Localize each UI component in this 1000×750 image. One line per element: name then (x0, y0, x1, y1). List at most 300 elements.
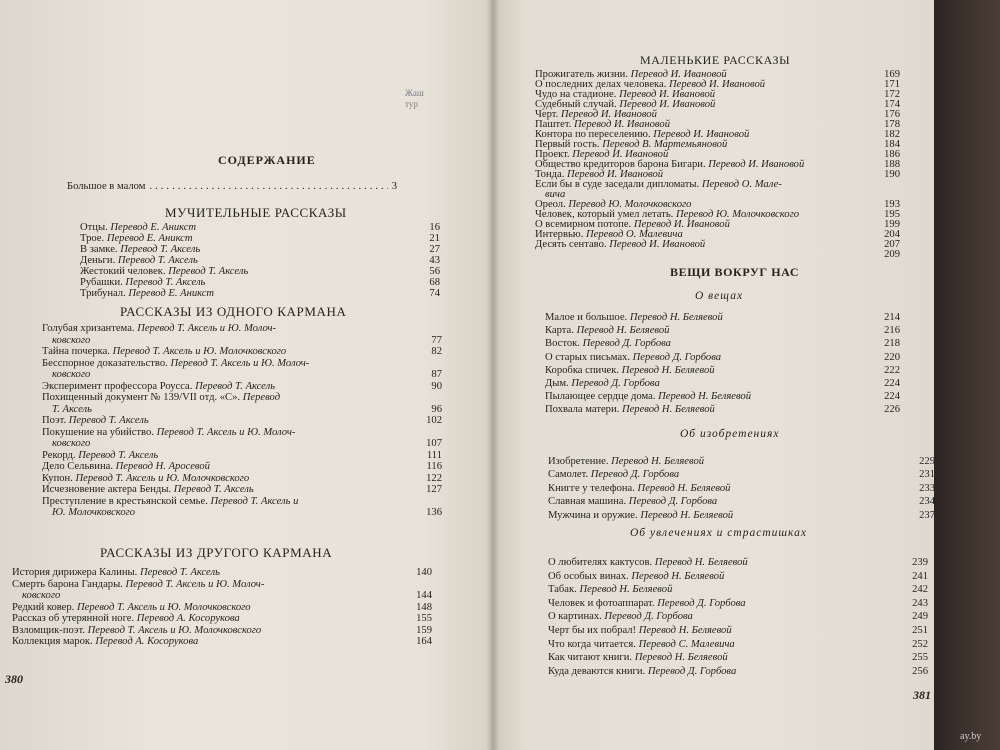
toc-entry-translator: Перевод Д. Горбова (628, 496, 718, 508)
toc-entry-title: Преступление в крестьянской семье. (42, 495, 208, 507)
toc-entry (548, 583, 928, 597)
toc-entry-title: Общество кредиторов барона Бигари. (535, 159, 706, 170)
toc-entry-text (548, 624, 732, 638)
toc-entry-continuation (42, 438, 442, 450)
toc-entry-translator: Перевод Т. Аксель и (210, 495, 299, 507)
toc-entry-text (548, 495, 717, 508)
toc-page-number: 224 (884, 377, 900, 389)
toc-list-section3 (12, 567, 432, 648)
toc-page-number: 252 (912, 638, 928, 650)
toc-entry-title: Похищенный документ № 139/VII отд. «С». (42, 392, 241, 403)
toc-list-section2 (42, 323, 442, 519)
toc-entry-title: Самолет. (548, 469, 589, 481)
toc-entry (548, 556, 928, 570)
toc-entry (12, 625, 432, 637)
toc-entry-translator: Перевод И. Ивановой (619, 89, 716, 100)
toc-entry-text (80, 255, 198, 266)
section-heading: РАССКАЗЫ ИЗ ОДНОГО КАРМАНА (120, 304, 347, 319)
toc-entry-title: Что когда читается. (548, 638, 636, 650)
toc-entry-title: Рекорд. (42, 449, 76, 461)
toc-entry (535, 180, 900, 190)
toc-page-number: 237 (919, 509, 935, 521)
toc-entry-text (548, 597, 746, 611)
toc-entry-title: Прожигатель жизни. (535, 69, 629, 80)
toc-entry-title: Черт. (535, 109, 559, 120)
toc-page-number: 136 (426, 507, 442, 518)
toc-entry-continuation (42, 404, 442, 416)
toc-page-number: 144 (416, 590, 432, 601)
toc-entry-text (545, 324, 669, 337)
toc-entry-translator: Перевод Т. Аксель и Ю. Молочковского (112, 346, 287, 357)
toc-entry-title: Об особых винах. (548, 570, 629, 582)
toc-entry-text (545, 351, 721, 364)
toc-page-number: 171 (884, 79, 900, 90)
toc-entry-translator: Перевод Н. Беляевой (658, 391, 752, 403)
toc-entry-text (545, 311, 723, 324)
toc-entry-translator: Перевод Д. Горбова (632, 351, 722, 363)
toc-entry-translator: Перевод Д. Горбова (647, 665, 737, 677)
toc-page-number: 68 (429, 277, 440, 288)
toc-entry-translator: Перевод И. Ивановой (669, 79, 766, 90)
subsection-heading: Об увлечениях и страстишках (630, 527, 808, 539)
toc-entry-title: Контора по переселению. (535, 129, 651, 140)
toc-list-subsection2 (548, 455, 935, 522)
toc-entry-translator: Перевод Т. Аксель и Ю. Молоч- (170, 357, 310, 369)
toc-entry (545, 351, 900, 364)
toc-entry-title: Первый гость. (535, 139, 600, 150)
toc-entry-translator: Перевод Т. Аксель (117, 255, 198, 266)
toc-entry-translator: ковского (22, 590, 61, 601)
toc-entry-text (12, 625, 261, 637)
toc-entry-text (42, 438, 90, 450)
toc-entry-title: Табак. (548, 584, 577, 596)
toc-entry-title: Восток. (545, 338, 580, 350)
toc-entry (548, 509, 935, 522)
toc-entry-translator: Перевод И. Ивановой (572, 149, 669, 160)
toc-entry-title: О картинах. (548, 611, 602, 623)
toc-entry-continuation (42, 369, 442, 381)
toc-page-number: 226 (884, 404, 900, 416)
stamp-line: Жаш (405, 88, 424, 98)
toc-entry-translator: Перевод Н. Аросевой (115, 461, 210, 472)
toc-page-number: 107 (426, 438, 442, 449)
toc-page-number: 90 (431, 380, 442, 392)
toc-entry-translator: Перевод И. Ивановой (573, 119, 670, 130)
toc-entry-translator: Перевод Н. Беляевой (640, 509, 734, 521)
toc-entry-translator: Перевод Т. Аксель (173, 484, 254, 495)
toc-page-number: 16 (429, 222, 440, 233)
toc-entry (548, 597, 928, 611)
toc-entry (545, 337, 900, 350)
toc-entry (12, 579, 432, 591)
book-gutter (486, 0, 500, 750)
toc-page-number: 56 (429, 266, 440, 277)
toc-entry (535, 240, 900, 250)
toc-page-number: 214 (884, 312, 900, 323)
toc-entry-title: О старых письмах. (545, 351, 630, 363)
toc-entry-title: Коробка спичек. (545, 364, 620, 376)
toc-entry-text (80, 244, 200, 255)
toc-entry-text (80, 222, 196, 233)
toc-entry-title: Рубашки. (80, 277, 123, 288)
toc-entry-translator: Перевод Т. Аксель (68, 415, 149, 426)
toc-entry-translator: Перевод О. Мале- (701, 179, 782, 190)
toc-entry-text (548, 665, 736, 679)
toc-entry-text (548, 482, 730, 495)
toc-entry-title: О последних делах человека. (535, 79, 667, 90)
toc-list-right-section1 (535, 70, 900, 260)
toc-page-number: 172 (884, 89, 900, 100)
toc-entry-title: Исчезновение актера Бенды. (42, 484, 172, 495)
toc-entry (42, 346, 442, 358)
toc-page-number: 178 (884, 119, 900, 130)
toc-entry-title: Как читают книги. (548, 652, 633, 664)
toc-entry (80, 266, 440, 277)
toc-page-number: 251 (912, 624, 928, 636)
toc-entry-translator: Перевод Т. Аксель (120, 244, 201, 255)
toc-entry-translator: Перевод Т. Аксель (195, 380, 276, 392)
toc-entry (42, 381, 442, 393)
toc-entry-title: В замке. (80, 244, 118, 255)
toc-entry (42, 496, 442, 508)
toc-entry-title: Если бы в суде заседали дипломаты. (535, 179, 700, 190)
toc-page-number: 207 (884, 239, 900, 250)
toc-page-number: 96 (431, 403, 442, 415)
toc-entry-translator: Перевод И. Ивановой (609, 239, 706, 250)
toc-entry (548, 624, 928, 638)
toc-entry-text (545, 377, 660, 390)
toc-entry-text (548, 468, 679, 481)
toc-entry-title: Трое. (80, 233, 105, 244)
contents-title: СОДЕРЖАНИЕ (218, 153, 316, 167)
toc-entry-title: Ореол. (535, 199, 566, 210)
toc-entry-translator: Перевод А. Косорукова (95, 636, 199, 647)
toc-page-number: 239 (912, 557, 928, 568)
toc-entry-title: Пылающее сердце дома. (545, 391, 656, 403)
stamp-line: тур (405, 99, 418, 109)
toc-entry-title: Десять сентаво. (535, 239, 607, 250)
toc-entry (42, 473, 442, 485)
toc-entry-text (548, 610, 693, 624)
toc-entry-title: Карта. (545, 325, 574, 337)
toc-entry (42, 392, 442, 404)
toc-entry-title: Проект. (535, 149, 570, 160)
toc-entry-continuation (535, 250, 900, 260)
toc-page-number: 243 (912, 597, 928, 609)
toc-entry (42, 358, 442, 370)
toc-entry-title: Славная машина. (548, 496, 627, 508)
toc-entry-translator: Перевод Н. Беляевой (576, 325, 670, 337)
toc-page-number: 255 (912, 652, 928, 664)
toc-entry (12, 602, 432, 614)
toc-list-subsection1 (545, 311, 900, 417)
toc-entry-translator: ковского (52, 334, 91, 346)
toc-entry-translator: Перевод Н. Беляевой (611, 456, 705, 467)
toc-page-number: 218 (884, 338, 900, 350)
toc-entry-title: О всемирном потопе. (535, 219, 632, 230)
toc-entry-translator: Перевод И. Ивановой (567, 169, 664, 180)
toc-entry (80, 244, 440, 255)
toc-entry-text (548, 583, 672, 597)
toc-entry-translator: Перевод Т. Аксель и Ю. Молочковского (77, 601, 251, 613)
toc-entry-title: Дело Сельвина. (42, 461, 113, 472)
toc-entry-text (12, 579, 264, 591)
toc-entry-text (42, 392, 280, 404)
watermark: ay.by (960, 731, 982, 742)
toc-entry-translator: Перевод И. Ивановой (708, 159, 805, 170)
toc-entry (42, 450, 442, 462)
toc-entry (42, 323, 442, 335)
toc-page-number: 87 (431, 369, 442, 380)
toc-entry-text (42, 427, 295, 439)
toc-entry-text (42, 358, 309, 370)
toc-entry-text (548, 570, 724, 584)
toc-entry-title: Книгге у телефона. (548, 482, 635, 494)
toc-entry-translator: Перевод Д. Горбова (571, 377, 660, 389)
toc-page-number: 216 (884, 325, 900, 337)
toc-entry (67, 181, 397, 192)
toc-entry (12, 613, 432, 625)
toc-entry-translator: Перевод Ю. Молочковского (568, 199, 692, 210)
toc-entry-text (545, 364, 715, 377)
toc-page-number: 159 (416, 624, 432, 636)
toc-entry-title: Деньги. (80, 255, 116, 266)
subsection-heading: Об изобретениях (680, 428, 780, 440)
toc-entry-translator: Перевод Е. Аникст (106, 233, 193, 244)
toc-list-subsection3 (548, 556, 928, 678)
toc-page-number: 241 (912, 570, 928, 582)
section-heading: МУЧИТЕЛЬНЫЕ РАССКАЗЫ (165, 205, 347, 220)
toc-entry-translator: Перевод Н. Беляевой (579, 584, 673, 596)
toc-entry-title: Человек, который умел летать. (535, 209, 674, 220)
toc-entry-translator: Перевод Н. Беляевой (621, 404, 715, 416)
toc-entry-text (548, 455, 704, 468)
toc-entry-translator: Перевод Т. Аксель и Ю. Молоч- (137, 323, 277, 334)
toc-entry-translator: Перевод Т. Аксель и Ю. Молочковского (87, 624, 262, 636)
toc-entry-title: Трибунал. (80, 288, 126, 299)
toc-entry-translator: Перевод Т. Аксель и Ю. Молоч- (156, 426, 296, 438)
library-stamp (405, 88, 424, 110)
toc-entry-text (42, 450, 158, 462)
page-number-right: 381 (913, 688, 931, 702)
toc-page-number: 182 (884, 129, 900, 140)
toc-entry-title: Голубая хризантема. (42, 323, 135, 334)
toc-entry-text (545, 390, 751, 403)
toc-page-number: 193 (884, 199, 900, 210)
toc-entry-text (42, 323, 276, 335)
toc-entry-translator: Т. Аксель (52, 403, 92, 415)
toc-entry-title: Изобретение. (548, 456, 609, 467)
toc-entry (548, 482, 935, 495)
toc-page-number: 148 (416, 601, 432, 613)
toc-page-number: 169 (884, 69, 900, 80)
toc-entry-continuation (42, 507, 442, 519)
toc-entry-text (42, 507, 135, 519)
toc-entry-text (42, 484, 254, 496)
toc-entry-title: Рассказ об утерянной ноге. (12, 613, 135, 624)
toc-entry-translator: Перевод Е. Аникст (128, 288, 215, 299)
toc-entry-title: Покушение на убийство. (42, 426, 154, 438)
toc-entry-text (548, 509, 733, 522)
toc-entry-translator: Перевод Д. Горбова (590, 469, 680, 481)
toc-entry-translator: Перевод А. Косорукова (136, 613, 240, 624)
toc-page-number: 222 (884, 364, 900, 376)
toc-entry-translator: ковского (52, 438, 91, 449)
toc-entry-text (80, 288, 214, 299)
toc-entry-text (42, 415, 149, 427)
toc-entry-text (80, 277, 205, 288)
toc-entry-title: Большое в малом (67, 181, 146, 192)
toc-entry-text (42, 461, 210, 473)
toc-page-number: 82 (431, 346, 442, 357)
toc-entry-title: Отцы. (80, 222, 108, 233)
toc-page-number: 176 (884, 109, 900, 120)
toc-entry-translator: Перевод И. Ивановой (653, 129, 750, 140)
toc-entry (12, 636, 432, 648)
toc-entry-translator: Перевод Т. Аксель и Ю. Молоч- (125, 578, 265, 590)
toc-entry-title: Коллекция марок. (12, 636, 93, 647)
toc-entry-translator: Перевод (242, 392, 281, 403)
toc-entry-text (12, 613, 240, 625)
toc-page-number: 3 (391, 181, 397, 192)
toc-page-number: 111 (426, 449, 442, 461)
toc-page-number: 116 (426, 461, 442, 472)
toc-entry-translator: Перевод О. Малевича (586, 229, 683, 240)
toc-entry-title: Купон. (42, 472, 73, 484)
toc-entry-title: Мужчина и оружие. (548, 509, 638, 521)
toc-entry-translator: Перевод Н. Беляевой (631, 570, 725, 582)
toc-entry (548, 570, 928, 584)
toc-entry (42, 415, 442, 427)
toc-entry-translator: Перевод И. Ивановой (560, 109, 657, 120)
toc-page-number: 77 (431, 334, 442, 346)
toc-entry-text (42, 404, 92, 416)
page-number-left: 380 (5, 672, 23, 686)
toc-entry (80, 222, 440, 233)
toc-page-number: 249 (912, 611, 928, 623)
toc-entry-text (42, 369, 90, 381)
toc-page-number: 122 (426, 472, 442, 484)
toc-page-number: 21 (429, 233, 440, 244)
intro-entry-list (67, 181, 397, 192)
toc-page-number: 74 (429, 288, 440, 299)
toc-page-number: 43 (429, 255, 440, 266)
toc-entry-text (42, 381, 275, 393)
toc-entry-translator: Перевод Т. Аксель (139, 567, 220, 578)
toc-page-number: 234 (919, 496, 935, 508)
toc-page-number: 242 (912, 584, 928, 596)
toc-page-number: 233 (919, 482, 935, 494)
toc-entry-translator: Перевод Н. Беляевой (629, 312, 723, 323)
toc-entry-title: История дирижера Калины. (12, 567, 138, 578)
toc-entry (548, 495, 935, 508)
toc-page-number: 204 (884, 229, 900, 240)
toc-entry-continuation (42, 335, 442, 347)
toc-entry-text (535, 180, 782, 190)
toc-entry-text (80, 266, 248, 277)
toc-entry-title: Чудо на стадионе. (535, 89, 617, 100)
toc-entry (42, 461, 442, 473)
toc-page-number: 155 (416, 613, 432, 624)
toc-entry-text (12, 567, 220, 579)
toc-entry (548, 665, 928, 679)
toc-entry-title: Черт бы их побрал! (548, 624, 637, 636)
toc-entry-title: Паштет. (535, 119, 572, 130)
toc-entry (80, 255, 440, 266)
toc-entry-translator: Перевод Н. Беляевой (637, 482, 731, 494)
toc-entry-translator: Перевод Н. Беляевой (638, 624, 732, 636)
toc-page-number: 229 (919, 456, 935, 467)
toc-entry-translator: Перевод В. Мартемьяновой (602, 139, 728, 150)
toc-entry (548, 468, 935, 481)
book-cover-edge (934, 0, 1000, 750)
toc-entry-translator: Перевод Ю. Молочковского (675, 209, 800, 220)
toc-entry-title: Куда деваются книги. (548, 665, 646, 677)
toc-entry-title: Похвала матери. (545, 404, 620, 416)
toc-page-number: 188 (884, 159, 900, 170)
toc-entry-translator: Перевод Д. Горбова (604, 611, 693, 623)
toc-entry-title: Смерть барона Гандары. (12, 578, 123, 590)
toc-entry (42, 484, 442, 496)
toc-entry-text (545, 403, 715, 416)
toc-entry-text (548, 638, 735, 652)
toc-entry-text (42, 473, 249, 485)
toc-entry-translator: Перевод Н. Беляевой (634, 652, 728, 664)
toc-entry-translator: ковского (52, 369, 91, 380)
toc-entry-translator: Перевод Е. Аникст (110, 222, 197, 233)
toc-entry (545, 377, 900, 390)
toc-entry-translator: Перевод Т. Аксель (168, 266, 249, 277)
toc-entry-title: Человек и фотоаппарат. (548, 597, 655, 609)
toc-entry-translator: Перевод Н. Беляевой (621, 364, 715, 376)
toc-entry-text (12, 590, 60, 602)
toc-entry (42, 427, 442, 439)
toc-entry-text (12, 602, 251, 614)
toc-entry-text (548, 556, 748, 570)
toc-entry (545, 403, 900, 416)
toc-entry (548, 610, 928, 624)
toc-entry-title: Дым. (545, 377, 569, 389)
toc-entry (12, 567, 432, 579)
section-heading: ВЕЩИ ВОКРУГ НАС (670, 265, 800, 279)
toc-entry-title: Взломщик-поэт. (12, 624, 85, 636)
toc-entry (80, 277, 440, 288)
toc-entry-translator: Ю. Молочковского (52, 507, 136, 518)
toc-entry-translator: Перевод С. Малевича (638, 638, 735, 650)
toc-entry-text (42, 496, 298, 508)
toc-entry-title: Жестокий человек. (80, 266, 166, 277)
toc-entry-text (42, 346, 286, 358)
toc-entry-translator: Перевод Д. Горбова (582, 338, 671, 350)
toc-entry-translator: вича (545, 189, 566, 200)
toc-page-number: 220 (884, 351, 900, 363)
toc-entry (545, 364, 900, 377)
toc-page-number: 209 (884, 249, 900, 260)
toc-entry-text (80, 233, 192, 244)
toc-entry (548, 638, 928, 652)
toc-page-number: 164 (416, 636, 432, 647)
toc-entry-title: Редкий ковер. (12, 601, 75, 613)
toc-page-number: 27 (429, 244, 440, 255)
toc-entry-title: Поэт. (42, 415, 67, 426)
toc-entry-text (12, 636, 198, 648)
toc-entry-text (535, 240, 705, 250)
toc-entry-title: Тонда. (535, 169, 565, 180)
toc-entry (548, 651, 928, 665)
toc-page-number: 190 (884, 169, 900, 180)
toc-entry-continuation (12, 590, 432, 602)
toc-entry-title: Эксперимент профессора Роусса. (42, 380, 193, 392)
